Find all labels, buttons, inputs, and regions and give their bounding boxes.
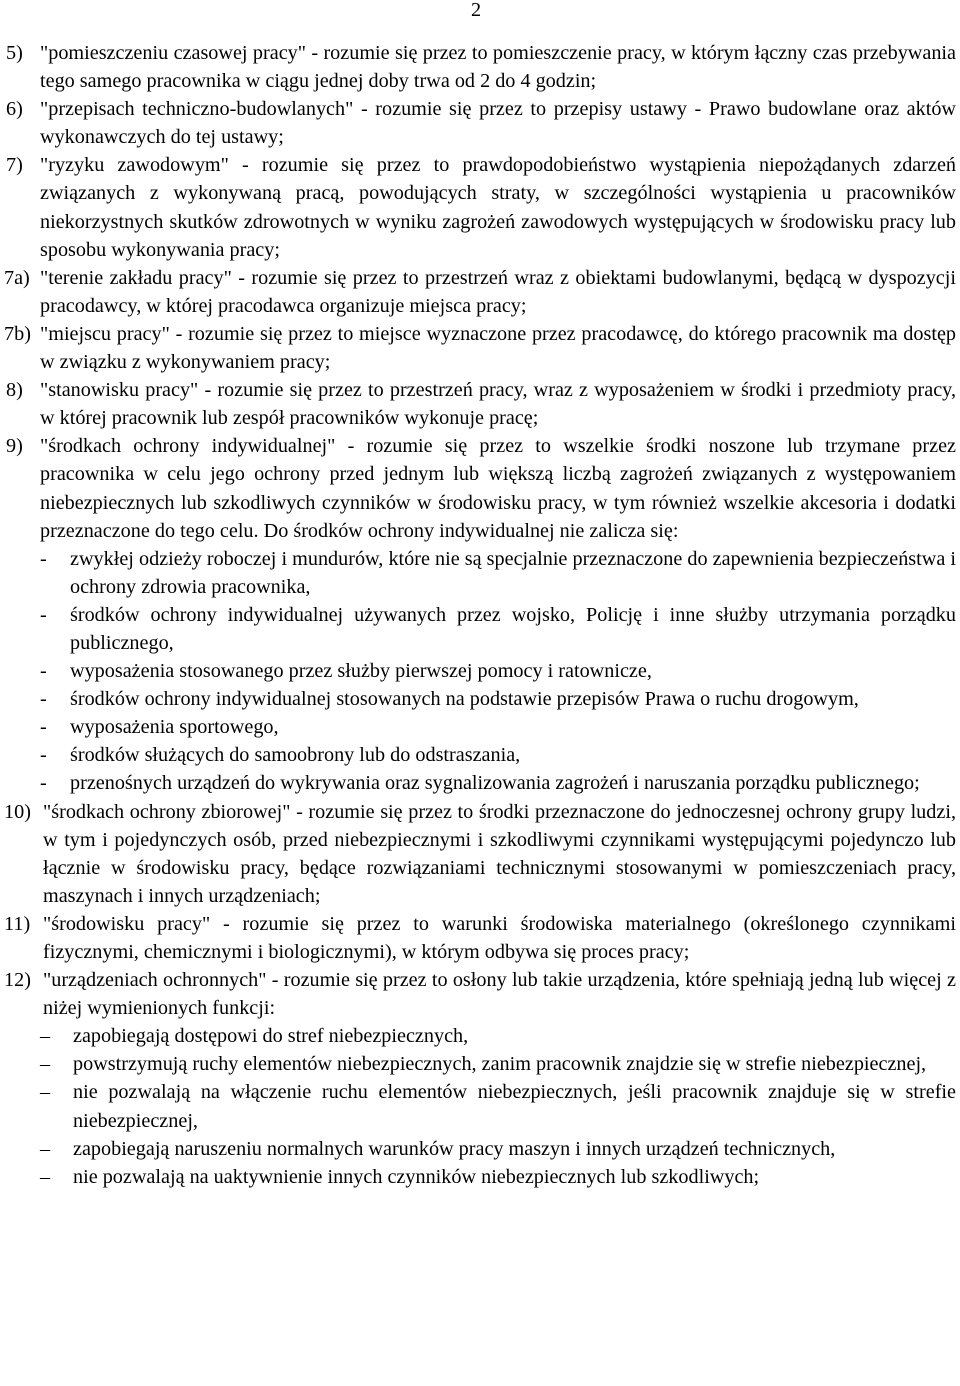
dash-marker: - <box>40 660 47 683</box>
item-number: 7b) <box>4 322 31 345</box>
list-item-text: zapobiegają naruszeniu normalnych warunków pracy maszyn i innych urządzeń technicznych, <box>73 1137 836 1160</box>
list-item-text: środków ochrony indywidualnej używanych przez wojsko, Policję i inne służby utrzymania porządku publicznego, <box>70 603 956 654</box>
list-item-text: środków służących do samoobrony lub do odstraszania, <box>70 744 521 767</box>
item-number: 11) <box>4 912 31 935</box>
item-number: 8) <box>6 379 23 402</box>
list-item-text: powstrzymują ruchy elementów niebezpiecznych, zanim pracownik znajdzie się w strefie niebezpiecznej, <box>73 1053 927 1076</box>
list-item <box>40 685 956 713</box>
item-number: 10) <box>4 800 31 823</box>
dash-marker: – <box>40 1025 51 1048</box>
item-text: "środkach ochrony zbiorowej" - rozumie się przez to środki przeznaczone do jednoczesnej ochrony grupy ludzi, w tym i pojedynczych osób, przed niebezpiecznymi i szkodliwymi czynnikami występującymi pojedynczo lub łącznie w środowisku pracy, będące rozwiązaniami technicznymi stosowanymi w pomieszczeniach pracy, maszynach i innych urządzeniach; <box>43 800 956 907</box>
dash-marker: – <box>40 1165 51 1188</box>
dash-marker: - <box>40 547 47 570</box>
item-text: "środkach ochrony indywidualnej" - rozumie się przez to wszelkie środki noszone lub trzymane przez pracownika w celu jego ochrony przed jednym lub większą liczbą zagrożeń związanych z występowaniem niebezpiecznych lub szkodliwych czynników w środowisku pracy, w tym również wszelkie akcesoria i dodatki przeznaczone do tego celu. Do środków ochrony indywidualnej nie zalicza się: <box>40 435 956 542</box>
definition-item-12 <box>4 966 956 1191</box>
item-number: 12) <box>4 969 31 992</box>
dash-marker: - <box>40 688 47 711</box>
dash-marker: - <box>40 603 47 626</box>
list-item-text: zwykłej odzieży roboczej i mundurów, które nie są specjalnie przeznaczone do zapewnienia bezpieczeństwa i ochrony zdrowia pracownika, <box>70 547 956 598</box>
dash-marker: – <box>40 1137 51 1160</box>
list-item <box>40 713 956 741</box>
item-number: 7a) <box>4 266 30 289</box>
list-item <box>40 741 956 769</box>
definition-item-6 <box>4 95 956 151</box>
list-item <box>40 545 956 601</box>
item-text: "środowisku pracy" - rozumie się przez to warunki środowiska materialnego (określonego czynnikami fizycznymi, chemicznymi i biologicznymi), w którym odbywa się proces pracy; <box>43 912 956 963</box>
item-text: "stanowisku pracy" - rozumie się przez to przestrzeń pracy, wraz z wyposażeniem w środki i przedmioty pracy, w której pracownik lub zespół pracowników wykonuje pracę; <box>40 379 956 430</box>
dash-marker: - <box>40 772 47 795</box>
definition-item-11 <box>4 910 956 966</box>
list-item-text: nie pozwalają na włączenie ruchu elementów niebezpiecznych, jeśli pracownik znajduje się w strefie niebezpiecznej, <box>73 1081 956 1132</box>
list-item <box>40 1022 956 1050</box>
list-item-text: przenośnych urządzeń do wykrywania oraz sygnalizowania zagrożeń i naruszania porządku publicznego; <box>70 772 920 795</box>
list-item <box>40 1135 956 1163</box>
dash-marker: – <box>40 1053 51 1076</box>
definition-item-7 <box>4 151 956 263</box>
document-body <box>4 39 956 1191</box>
item-text: "przepisach techniczno-budowlanych" - rozumie się przez to przepisy ustawy - Prawo budowlane oraz aktów wykonawczych do tej ustawy; <box>40 98 956 149</box>
definition-item-5 <box>4 39 956 95</box>
item-number: 7) <box>6 154 23 177</box>
list-item-text: wyposażenia sportowego, <box>70 716 279 739</box>
definition-item-7a <box>4 264 956 320</box>
list-item <box>40 769 956 797</box>
list-item <box>40 1163 956 1191</box>
dash-marker: – <box>40 1081 51 1104</box>
list-item <box>40 1050 956 1078</box>
list-item-text: zapobiegają dostępowi do stref niebezpiecznych, <box>73 1025 469 1048</box>
list-item-text: nie pozwalają na uaktywnienie innych czynników niebezpiecznych lub szkodliwych; <box>73 1165 760 1188</box>
definition-item-8 <box>4 376 956 432</box>
list-item <box>40 1078 956 1134</box>
dash-marker: - <box>40 744 47 767</box>
item-text: "ryzyku zawodowym" - rozumie się przez to prawdopodobieństwo wystąpienia niepożądanych zdarzeń związanych z wykonywaną pracą, powodujących straty, w szczególności wystąpienia u pracowników niekorzystnych skutków zdrowotnych w wyniku zagrożeń zawodowych występujących w środowisku pracy lub sposobu wykonywania pracy; <box>40 154 956 261</box>
item-text: "miejscu pracy" - rozumie się przez to miejsce wyznaczone przez pracodawcę, do którego pracownik ma dostęp w związku z wykonywaniem pracy; <box>40 322 956 374</box>
definition-item-7b <box>4 320 956 376</box>
item-number: 6) <box>6 98 23 121</box>
list-item <box>40 601 956 657</box>
item-text: "pomieszczeniu czasowej pracy" - rozumie się przez to pomieszczenie pracy, w którym łączny czas przebywania tego samego pracownika w ciągu jednej doby trwa od 2 do 4 godzin; <box>40 42 956 93</box>
page-number: 2 <box>471 0 482 21</box>
item-number: 9) <box>6 435 23 458</box>
exclusion-list <box>40 545 956 798</box>
item-number: 5) <box>6 42 23 64</box>
list-item-text: wyposażenia stosowanego przez służby pierwszej pomocy i ratownicze, <box>70 660 652 683</box>
item-text: "terenie zakładu pracy" - rozumie się przez to przestrzeń wraz z obiektami budowlanymi, będącą w dyspozycji pracodawcy, w której pracodawca organizuje miejsca pracy; <box>40 266 956 317</box>
definition-item-10 <box>4 798 956 910</box>
item-text: "urządzeniach ochronnych" - rozumie się przez to osłony lub takie urządzenia, które spełniają jedną lub więcej z niżej wymienionych funkcji: <box>43 969 956 1020</box>
function-list <box>40 1022 956 1191</box>
dash-marker: - <box>40 716 47 739</box>
list-item <box>40 657 956 685</box>
list-item-text: środków ochrony indywidualnej stosowanych na podstawie przepisów Prawa o ruchu drogowym, <box>70 688 859 711</box>
definition-item-9 <box>4 432 956 797</box>
